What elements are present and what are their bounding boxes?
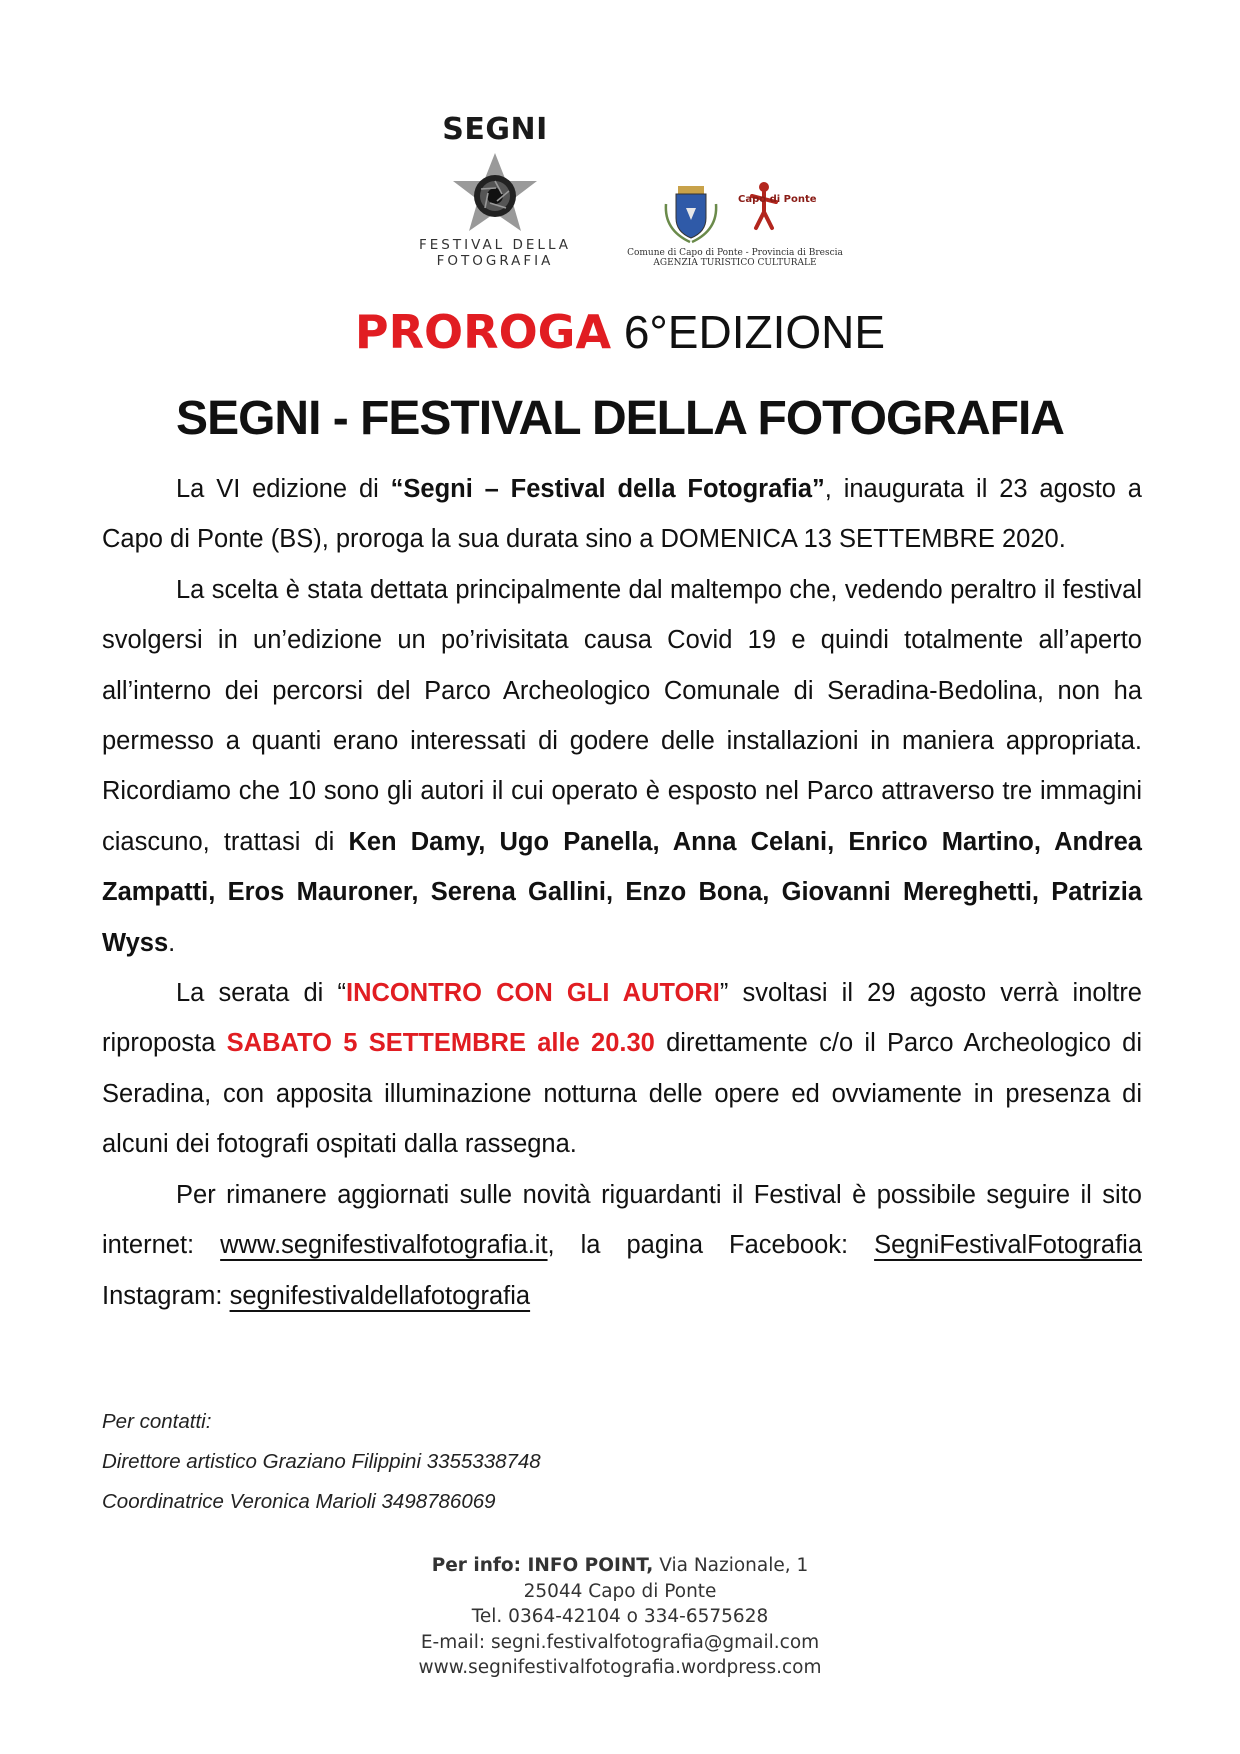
paragraph-2 — [102, 565, 1142, 968]
capo-di-ponte-wordmark: Capo di Ponte — [738, 194, 817, 205]
page-title: SEGNI - FESTIVAL DELLA FOTOGRAFIA — [176, 392, 1064, 445]
text-run: La scelta è stata dettata principalmente dal maltempo che, vedendo peraltro il festival svolgersi in un’edizione un po’rivisitata causa Covid 19 e quindi totalmente all’aperto all’interno dei percorsi del Parco Archeologico Comunale di Seradina-Bedolina, non ha permesso a quanti erano interessati di godere delle installazioni in maniera appropriata. Ricordiamo che 10 sono gli autori il cui operato è esposto nel Parco attraverso tre immagini ciascuno, trattasi di — [102, 575, 1142, 856]
text-run: Instagram: — [102, 1281, 230, 1310]
text-run: ” svoltasi il 29 agosto verrà inoltre riproposta — [102, 979, 1142, 1058]
text-run: , inaugurata il 23 agosto a Capo di Ponte (BS), proroga la sua durata sino a DOMENICA 13 SETTEMBRE 2020. — [102, 475, 1142, 554]
contact-director: Direttore artistico Graziano Filippini 3355338748 — [102, 1450, 541, 1473]
comune-line-1: Comune di Capo di Ponte - Provincia di Brescia — [627, 248, 843, 258]
comune-line-2: AGENZIA TURISTICO CULTURALE — [653, 258, 817, 268]
comune-logo — [620, 184, 850, 268]
info-footer — [0, 1553, 1240, 1681]
authors-list: Ken Damy, Ugo Panella, Anna Celani, Enrico Martino, Andrea Zampatti, Eros Mauroner, Serena Gallini, Enzo Bona, Giovanni Mereghetti, Patrizia Wyss — [102, 827, 1142, 957]
headline-edition: 6°EDIZIONE — [623, 306, 886, 358]
festival-name: “Segni – Festival della Fotografia” — [390, 475, 825, 503]
logo-name: SEGNI — [442, 112, 548, 147]
segni-festival-logo — [410, 112, 580, 269]
text-run: Per rimanere aggiornati sulle novità riguardanti il Festival è possibile seguire il sito internet: — [102, 1180, 1142, 1260]
instagram-link[interactable]: segnifestivaldellafotografia — [229, 1281, 531, 1310]
contacts-heading: Per contatti: — [102, 1410, 212, 1433]
text-run: , la pagina Facebook: — [547, 1231, 875, 1260]
event-date: SABATO 5 SETTEMBRE alle 20.30 — [226, 1029, 655, 1058]
info-label: Per info: INFO POINT, — [431, 1555, 654, 1576]
press-release-body — [102, 464, 1142, 1321]
info-phone: Tel. 0364-42104 o 334-6575628 — [471, 1606, 769, 1627]
info-address: Via Nazionale, 1 — [653, 1555, 809, 1576]
logo-subtitle-2: FOTOGRAFIA — [436, 253, 554, 269]
website-link[interactable]: www.segnifestivalfotografia.it — [220, 1231, 548, 1260]
text-run: La VI edizione di — [176, 475, 391, 503]
paragraph-4 — [102, 1170, 1142, 1321]
headline — [0, 302, 1240, 362]
logo-subtitle-1: FESTIVAL DELLA — [418, 237, 572, 253]
text-run: direttamente c/o il Parco Archeologico di Seradina, con apposita illuminazione notturna delle opere ed ovviamente in presenza di alcuni dei fotografi ospitati dalla rassegna. — [102, 1029, 1143, 1159]
event-name: INCONTRO CON GLI AUTORI — [345, 979, 720, 1008]
contact-coordinator: Coordinatrice Veronica Marioli 3498786069 — [102, 1490, 496, 1513]
paragraph-1 — [102, 464, 1142, 565]
contacts-block — [102, 1402, 541, 1522]
info-city: 25044 Capo di Ponte — [523, 1580, 717, 1602]
capo-di-ponte-figure-icon — [740, 180, 780, 232]
text-run: . — [168, 928, 176, 957]
info-web[interactable]: www.segnifestivalfotografia.wordpress.com — [418, 1657, 822, 1678]
text-run: La serata di “ — [176, 979, 346, 1008]
facebook-link[interactable]: SegniFestivalFotografia — [874, 1231, 1142, 1260]
headline-highlight: PROROGA — [354, 305, 612, 359]
info-point-line — [0, 1553, 1240, 1579]
paragraph-3 — [102, 968, 1142, 1170]
aperture-star-icon — [449, 151, 541, 235]
info-email[interactable]: E-mail: segni.festivalfotografia@gmail.com — [420, 1631, 820, 1653]
coat-of-arms-icon — [656, 184, 726, 244]
